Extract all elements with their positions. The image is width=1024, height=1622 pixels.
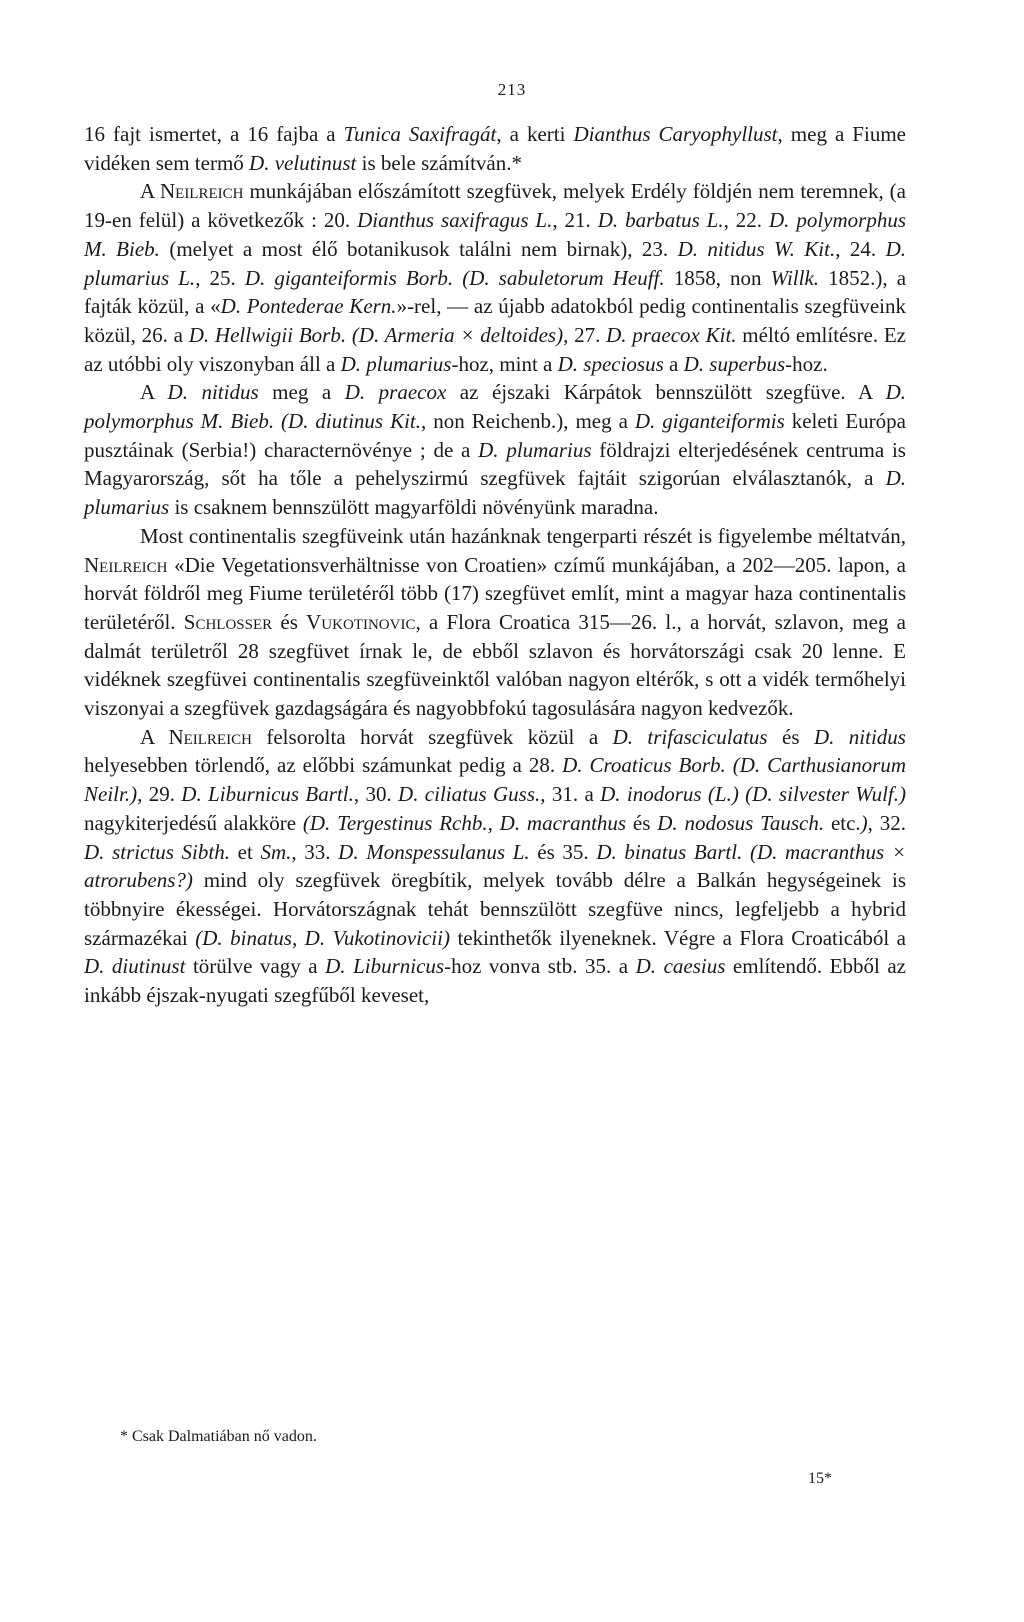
italic-span: D. nitidus W. Kit. (677, 236, 836, 261)
text-span: -hoz vonva stb. 35. a (444, 954, 636, 979)
text-span: meg a (258, 380, 345, 405)
italic-span: Dianthus saxifragus L. (357, 208, 553, 233)
text-span: mind oly szegfüvek öregbítik, melyek tovább délre a Balkán hegységeinek is többnyire ékességei. Horvátországnak tehát bennszülött szegfüve nincs, legfeljebb a hybrid származékai (84, 868, 906, 950)
text-span: 1858, non (664, 265, 771, 290)
text-span: és (767, 724, 814, 749)
italic-span: D. Hellwigii Borb. (D. Armeria × deltoides) (188, 322, 564, 347)
paragraph (84, 177, 906, 378)
text-span: nagykiterjedésű alakköre (84, 810, 303, 835)
text-span: keleti Európa pusztáinak (Serbia!) characternövénye ; de a (84, 409, 906, 462)
italic-span: D. ciliatus Guss. (398, 782, 541, 807)
italic-span: D. plumarius L. (84, 236, 906, 290)
text-span: , 32. (867, 810, 906, 835)
italic-span: D. nitidus (167, 380, 259, 405)
page-number: 213 (497, 80, 527, 99)
italic-span: D. polymorphus M. Bieb. (84, 208, 906, 261)
italic-span: D. praecox (344, 380, 447, 405)
text-span: «Die Vegetationsverhältnisse von Croatien» czímű munkájában, a 202—205. lapon, a horvát földről meg Fiume területéről több (17) szegfüvet említ, mint a magyar haza continentalis területéről. (84, 552, 906, 634)
text-span: , 22. (723, 208, 769, 233)
text-span: földrajzi elterjedésének centruma is Magyarország, sőt ha tőle a pehelyszirmú szegfüvek fajtáit szigorúan elválasztanók, a (84, 437, 906, 491)
italic-span: D. Pontederae Kern. (220, 294, 397, 319)
italic-span: D. plumarius (84, 466, 906, 520)
text-span: említendő. Ebből az inkább éjszak-nyugati szegfűből keveset, (84, 954, 906, 1008)
text-span: A (140, 724, 169, 749)
text-span: , 21. (552, 208, 598, 233)
text-span: , meg a Fiume vidéken sem termő (84, 122, 906, 175)
italic-span: D. trifasciculatus (612, 724, 768, 749)
text-span: , 27. (563, 322, 607, 347)
signature-mark: 15* (808, 1470, 832, 1487)
text-span: , non Reichenb.), meg a (421, 409, 635, 434)
italic-span: D. strictus Sibth. (84, 839, 230, 864)
text-span: -hoz, mint a (451, 351, 558, 376)
italic-span: D. polymorphus M. Bieb. (D. diutinus Kit. (84, 380, 906, 434)
text-span: (melyet a most élő botanikusok találni nem birnak), 23. (159, 236, 678, 261)
text-span: és 35. (529, 839, 597, 864)
italic-span: D. praecox Kit. (606, 322, 737, 347)
italic-span: D. caesius (635, 954, 726, 979)
italic-span: D. Liburnicus (325, 954, 445, 979)
author-name: Neilreich (168, 724, 252, 749)
text-span: tekinthetők ilyeneknek. Végre a Flora Croaticából a (449, 925, 906, 950)
text-span: , a Flora Croatica 315—26. l., a horvát, szlavon, meg a dalmát területről 28 szegfüvet írnak le, de ebből szlavon és horvátországi csak 20 lenne. E vidéknek szegfüvei continentalis szegfüveinktől valóban nagyon eltérők, s ott a vidék termőhelyi viszonyai a szegfüvek gazdagságára és nagyobbfokú tagosulására nagyon kedvezők. (84, 609, 906, 721)
text-span: is csaknem bennszülött magyarföldi növényünk maradna. (169, 495, 659, 520)
text-span: , 31. a (540, 782, 601, 807)
text-span: , 25. (195, 265, 245, 290)
text-span: helyesebben törlendő, az előbbi számunkat pedig a 28. (84, 753, 563, 778)
italic-span: D. speciosus (557, 351, 664, 376)
text-span: , 29. (137, 782, 182, 807)
paragraph (84, 120, 906, 177)
text-span: et (229, 839, 261, 864)
italic-span: D. Monspessulanus L. (338, 839, 530, 864)
text-span: az éjszaki Kárpátok bennszülött szegfüve. A (446, 380, 886, 405)
author-name: Vukotinovic (306, 609, 416, 634)
text-span: Most continentalis szegfüveink után hazánknak tengerparti részét is figyelembe méltatván, (140, 523, 906, 548)
text-span: A (140, 380, 168, 405)
italic-span: ) (860, 810, 868, 835)
italic-span: D. plumarius (478, 437, 592, 462)
italic-span: D. nodosus Tausch. (657, 810, 825, 835)
text-span: munkájában előszámított szegfüvek, melyek Erdély földjén nem teremnek, (a 19-en felül) a következők : 20. (84, 179, 906, 233)
italic-span: (D. binatus, D. Vukotinovicii) (195, 925, 450, 950)
italic-span: D. inodorus (L.) (D. silvester Wulf.) (600, 782, 907, 807)
text-span: is bele számítván.* (356, 150, 522, 175)
text-span: és (272, 609, 307, 634)
paragraph (84, 378, 906, 522)
italic-span: D. plumarius (340, 351, 452, 376)
text-span: törülve vagy a (185, 954, 326, 979)
italic-span: D. superbus (683, 351, 786, 376)
text-span: felsorolta horvát szegfüvek közül a (251, 724, 613, 749)
italic-span: D. binatus Bartl. (D. macranthus × atrorubens?) (84, 839, 907, 893)
text-span: , 30. (353, 782, 399, 807)
italic-span: D. giganteiformis (634, 409, 785, 434)
text-span: 16 fajt ismertet, a 16 fajba a (84, 122, 344, 146)
body-text (84, 120, 906, 1010)
italic-span: Dianthus Caryophyllust (573, 122, 778, 146)
italic-span: D. diutinust (84, 954, 186, 979)
text-span: , 33. (291, 839, 339, 864)
author-name: Neilreich (159, 179, 244, 204)
italic-span: D. Liburnicus Bartl. (181, 782, 354, 807)
text-span: »-rel, — az újabb adatokból pedig continentalis szegfüveink közül, 26. a (84, 294, 906, 347)
text-span: a (663, 351, 684, 376)
text-span: -hoz. (785, 351, 828, 376)
author-name: Neilreich (84, 552, 168, 577)
text-span: , a kerti (496, 122, 574, 146)
italic-span: Willk. (770, 265, 820, 290)
text-span: és (626, 810, 658, 835)
text-span: 1852.), a fajták közül, a « (84, 265, 907, 319)
paragraph (84, 723, 906, 1010)
italic-span: Sm. (260, 839, 292, 864)
italic-span: Tunica Saxifragát (343, 122, 497, 146)
italic-span: (D. Tergestinus Rchb., D. macranthus (302, 810, 627, 835)
text-span: méltó említésre. Ez az utóbbi oly viszonyban áll a (84, 322, 906, 376)
text-span: etc. (824, 810, 861, 835)
author-name: Schlosser (183, 609, 273, 634)
italic-span: D. velutinust (249, 150, 357, 175)
italic-span: D. giganteiformis Borb. (D. sabuletorum Heuff. (244, 265, 665, 290)
italic-span: D. nitidus (813, 724, 906, 749)
italic-span: D. Croaticus Borb. (D. Carthusianorum Neilr.) (84, 753, 906, 807)
footnote: * Csak Dalmatiában nő vadon. (120, 1428, 317, 1445)
text-span: A (140, 179, 160, 204)
text-span: , 24. (835, 236, 886, 261)
paragraph (84, 522, 906, 723)
italic-span: D. barbatus L. (597, 208, 724, 233)
